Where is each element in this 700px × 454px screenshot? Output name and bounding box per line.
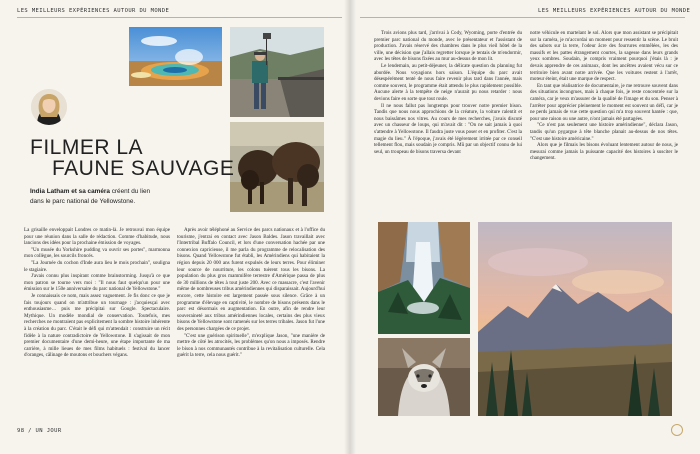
lede-author: India Latham et sa caméra (30, 188, 110, 195)
title-line-2: FAUNE SAUVAGE (52, 157, 235, 180)
paragraph: Je connaissais ce nom, mais assez vaguement. Je fis donc ce que je fais toujours quand on m'attribue un tournage : j'acquiesçai avec enthousiasme… puis me précipitai sur Google. Spectaculaire. Mythique. Un modèle mondial de conservation. Toutefois, mes recherches ne montraient pas explicitement la sombre histoire inhérente à la création du parc. C'était le défi qui m'attendait : construire un récit fidèle à la nature contradictoire de Yellowstone. Il s'agissait de mon premier documentaire d'une demi-heure, une étape importante de ma carrière, à mille lieues de mes films habituels : festival du lancer d'oranges, câlinage de moutons et bouchers végans. (24, 292, 170, 359)
paragraph: Le lendemain, au petit-déjeuner, la délicate question du planning fut abordée. Nous voyagions hors saison. L'équipe du parc avait désespérément tenté de nous faire revenir plus tard dans l'année, mais comme souvent, le programme était attendu le plus rapidement possible. Aucune alerte à la tempête de neige n'aurait pu nous retarder : nous devions faire en sorte que tout roule. (374, 62, 522, 102)
title-line-1: FILMER LA (30, 136, 144, 159)
lede-text-2: dans le parc national de Yellowstone. (30, 197, 136, 205)
hot-spring-photo (129, 27, 222, 86)
paragraph: "Ce n'est pas seulement une histoire amérindienne", déclara Jason, tandis qu'un pygargue à tête blanche planait au-dessus de nos têtes. "C'est une histoire américaine." (530, 122, 678, 142)
lede (30, 187, 206, 207)
right-page (350, 0, 700, 454)
running-head-right: LES MEILLEURS EXPÉRIENCES AUTOUR DU MONDE (538, 8, 691, 14)
paragraph: notre véhicule en martelant le sol. Alors que mon assistant se précipitait sur la caméra, je m'accordai un moment pour ressentir la scène. Le bruit des sabots sur la terre, l'odeur âcre des fourrures emmêlées, les des massifs et les pattes étrangement courtes, la sagesse dans leurs grands yeux sombres. Soudain, je compris vraiment pourquoi j'étais là : je devais apprendre de ces animaux, dont les ancêtres avaient vécu sur ce territoire bien avant notre arrivée. Que les voitures restent à l'arrêt, moteur éteint, était une marque de respect. (530, 30, 678, 83)
paragraph: J'avais connu plus inspirant comme brainstorming. Jusqu'à ce que mon patron se tourne vers moi : "Il nous faut quelqu'un pour une émission sur le 150e anniversaire du parc national de Yellowstone." (24, 273, 170, 293)
paragraph: "Un musée du Yorkshire pudding va ouvrir ses portes", marmonna mon collègue, les sourcils froncés. (24, 246, 170, 260)
paragraph: Trois avions plus tard, j'arrivai à Cody, Wyoming, porte d'entrée du premier parc national du monde, avec le présentateur et l'assistant de production. J'avais réservé des chambres dans le plus vieil hôtel de la ville, une décision que j'allais regretter lorsque je tentais de m'endormir, avec les têtes de bisons fixées au mur au-dessus de mon lit. (374, 30, 522, 63)
paragraph: Après avoir téléphoné au Service des parcs nationaux et à l'office du tourisme, j'entrai en contact avec Jason Baldes. Jason travaillait avec l'Intertribal Buffalo Council, et lors d'une conversation hachée par une connexion capricieuse, il me parla du programme de relocalisation des bisons. Quand Yellowstone fut établi, les Amérindiens qui habitaient la région depuis 20 000 ans furent expulsés de leurs terres. Pour éliminer leur source de nourriture, les colons tuèrent tous les bisons. La population du plus gros mammifère terrestre d'Amérique passa de plus de 30 millions de têtes à tout juste 200. Avec ce massacre, c'est l'avenir même de nombreuses tribus amérindiennes qui disparaissait. Aujourd'hui encore, cette histoire est largement passée sous silence. Grâce à un programme d'élevage en captivité, le nombre de bisons présents dans le parc est désormais en augmentation. En outre, afin de rendre leur souveraineté aux tribus amérindiennes locales, certains des plus vieux bisons de Yellowstone sont ramenés sur les terres tribales. Jason fut l'une des personnes chargées de ce projet. (177, 227, 325, 332)
running-head-left: LES MEILLEURS EXPÉRIENCES AUTOUR DU MONDE (17, 8, 170, 14)
author-portrait (31, 89, 67, 125)
paragraph: Alors que je filmais les bisons évoluant lentement autour de nous, je mesurai comme jamais la puissante capacité des histoires à susciter le changement. (530, 142, 678, 162)
presenter-photo (230, 27, 324, 117)
paragraph: En tant que réalisatrice de documentaire, je me retrouve souvent dans des situations incongrues, mais à chaque fois, je reste concentrée sur la caméra, car je veux m'assurer de la qualité de l'image et du son. Penser à l'arrêter pour apprécier pleinement le moment est souvent un défi, car je ne perds jamais de vue cette question qui m'a trop souvent hantée : que, pour une raison ou une autre, n'ont jamais été partagées. (530, 82, 678, 122)
waterfall-photo (378, 222, 470, 334)
column-1 (24, 227, 170, 359)
paragraph: Il ne nous fallut pas longtemps pour trouver notre premier bison. Tandis que nous nous approchions de la créature, la voiture ralentit et nous baissâmes nos vitres. Au cours de mes recherches, j'avais discuté avec un chasseur de loups, qui m'avait dit : "On ne sait jamais à quoi s'attendre à Yellowstone. Il faudra juste vous poser et en profiter. C'est la magie du lieu." À l'époque, j'avais été légèrement irritée par ce conseil tellement flou, mais soudain je compris. Mû par un objectif connu de lui seul, un troupeau de bisons traversa devant (374, 102, 522, 155)
spine-gutter (344, 0, 356, 454)
lede-text-1: créent du lien (109, 188, 151, 195)
column-3 (374, 30, 522, 155)
column-2 (177, 227, 325, 359)
page-folio: 98 / UN JOUR (17, 428, 62, 434)
header-rule (17, 17, 342, 18)
paragraph: "La Journée du cochon d'Inde aura lieu le mois prochain", souligna le stagiaire. (24, 259, 170, 273)
mountain-sunset-photo (478, 222, 672, 416)
bison-photo (230, 122, 324, 212)
paragraph: "C'est une guérison spirituelle", m'explique Jason, "une manière de mettre de côté les atrocités, les problèmes qu'on nous a imposés. Rendre le bison à nos communautés contribue à la revitalisation culturelle. Cela guérit la terre, cela nous guérit." (177, 332, 325, 359)
column-4 (530, 30, 678, 162)
emblem-icon (671, 424, 683, 436)
wolf-photo (378, 338, 470, 416)
header-rule (360, 17, 685, 18)
article-title (30, 137, 234, 179)
paragraph: La grisaille enveloppait Londres ce matin-là. Je retrouvai mon équipe pour une réunion dans la salle de rédaction. Comme d'habitude, nous lancions des idées pour la prochaine émission de voyages. (24, 227, 170, 247)
